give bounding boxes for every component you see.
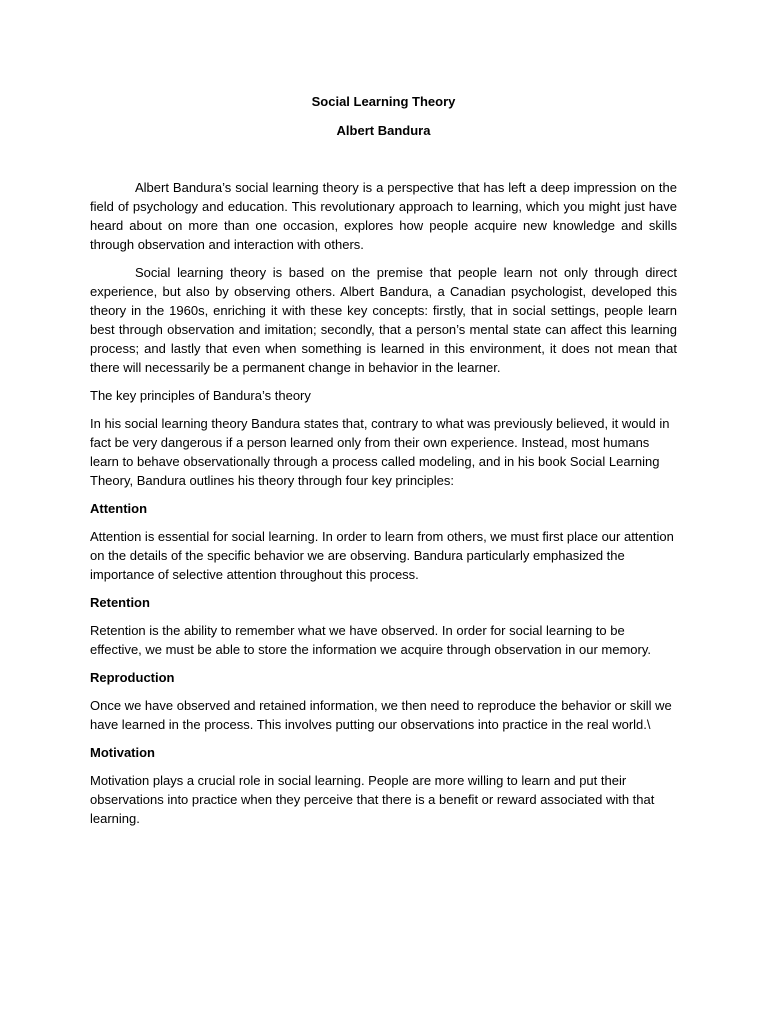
document-author: Albert Bandura: [336, 123, 431, 138]
intro-paragraph-1: Albert Bandura’s social learning theory is a perspective that has left a deep impression on the field of psychology and education. This revolutionary approach to learning, which you might just have heard about on more than one occasion, explores how people acquire new knowledge and skills through observation and interaction with others.: [90, 180, 677, 252]
document-body: [90, 92, 677, 828]
principles-intro-text: In his social learning theory Bandura states that, contrary to what was previously believed, it would in fact be very dangerous if a person learned only from their own experience. Instead, most humans learn to behave observationally through a process called modeling, and in his book Social Learning Theory, Bandura outlines his theory through four key principles:: [90, 416, 670, 488]
intro-paragraph-2: Social learning theory is based on the premise that people learn not only through direct experience, but also by observing others. Albert Bandura, a Canadian psychologist, developed this theory in the 1960s, enriching it with these key concepts: firstly, that in social settings, people learn best through observation and imitation; secondly, that a person’s mental state can affect this learning process; and lastly that even when something is learned in this environment, it does not mean that there will necessarily be a permanent change in behavior in the learner.: [90, 265, 677, 375]
section-heading-retention: Retention: [90, 595, 150, 610]
section-text-motivation: Motivation plays a crucial role in social learning. People are more willing to learn and put their observations into practice when they perceive that there is a benefit or reward associated with that learning.: [90, 773, 655, 826]
document-title: Social Learning Theory: [311, 94, 456, 109]
section-heading-attention: Attention: [90, 501, 148, 516]
section-text-retention: Retention is the ability to remember what we have observed. In order for social learning to be effective, we must be able to store the information we acquire through observation in our memory.: [90, 623, 651, 657]
section-text-reproduction: Once we have observed and retained information, we then need to reproduce the behavior or skill we have learned in the process. This involves putting our observations into practice in the real world.\: [90, 698, 672, 732]
section-heading-reproduction: Reproduction: [90, 670, 175, 685]
principles-intro-heading: The key principles of Bandura’s theory: [90, 388, 311, 403]
section-text-attention: Attention is essential for social learning. In order to learn from others, we must first place our attention on the details of the specific behavior we are observing. Bandura particularly emphasized the importance of selective attention throughout this process.: [90, 529, 674, 582]
section-heading-motivation: Motivation: [90, 745, 155, 760]
